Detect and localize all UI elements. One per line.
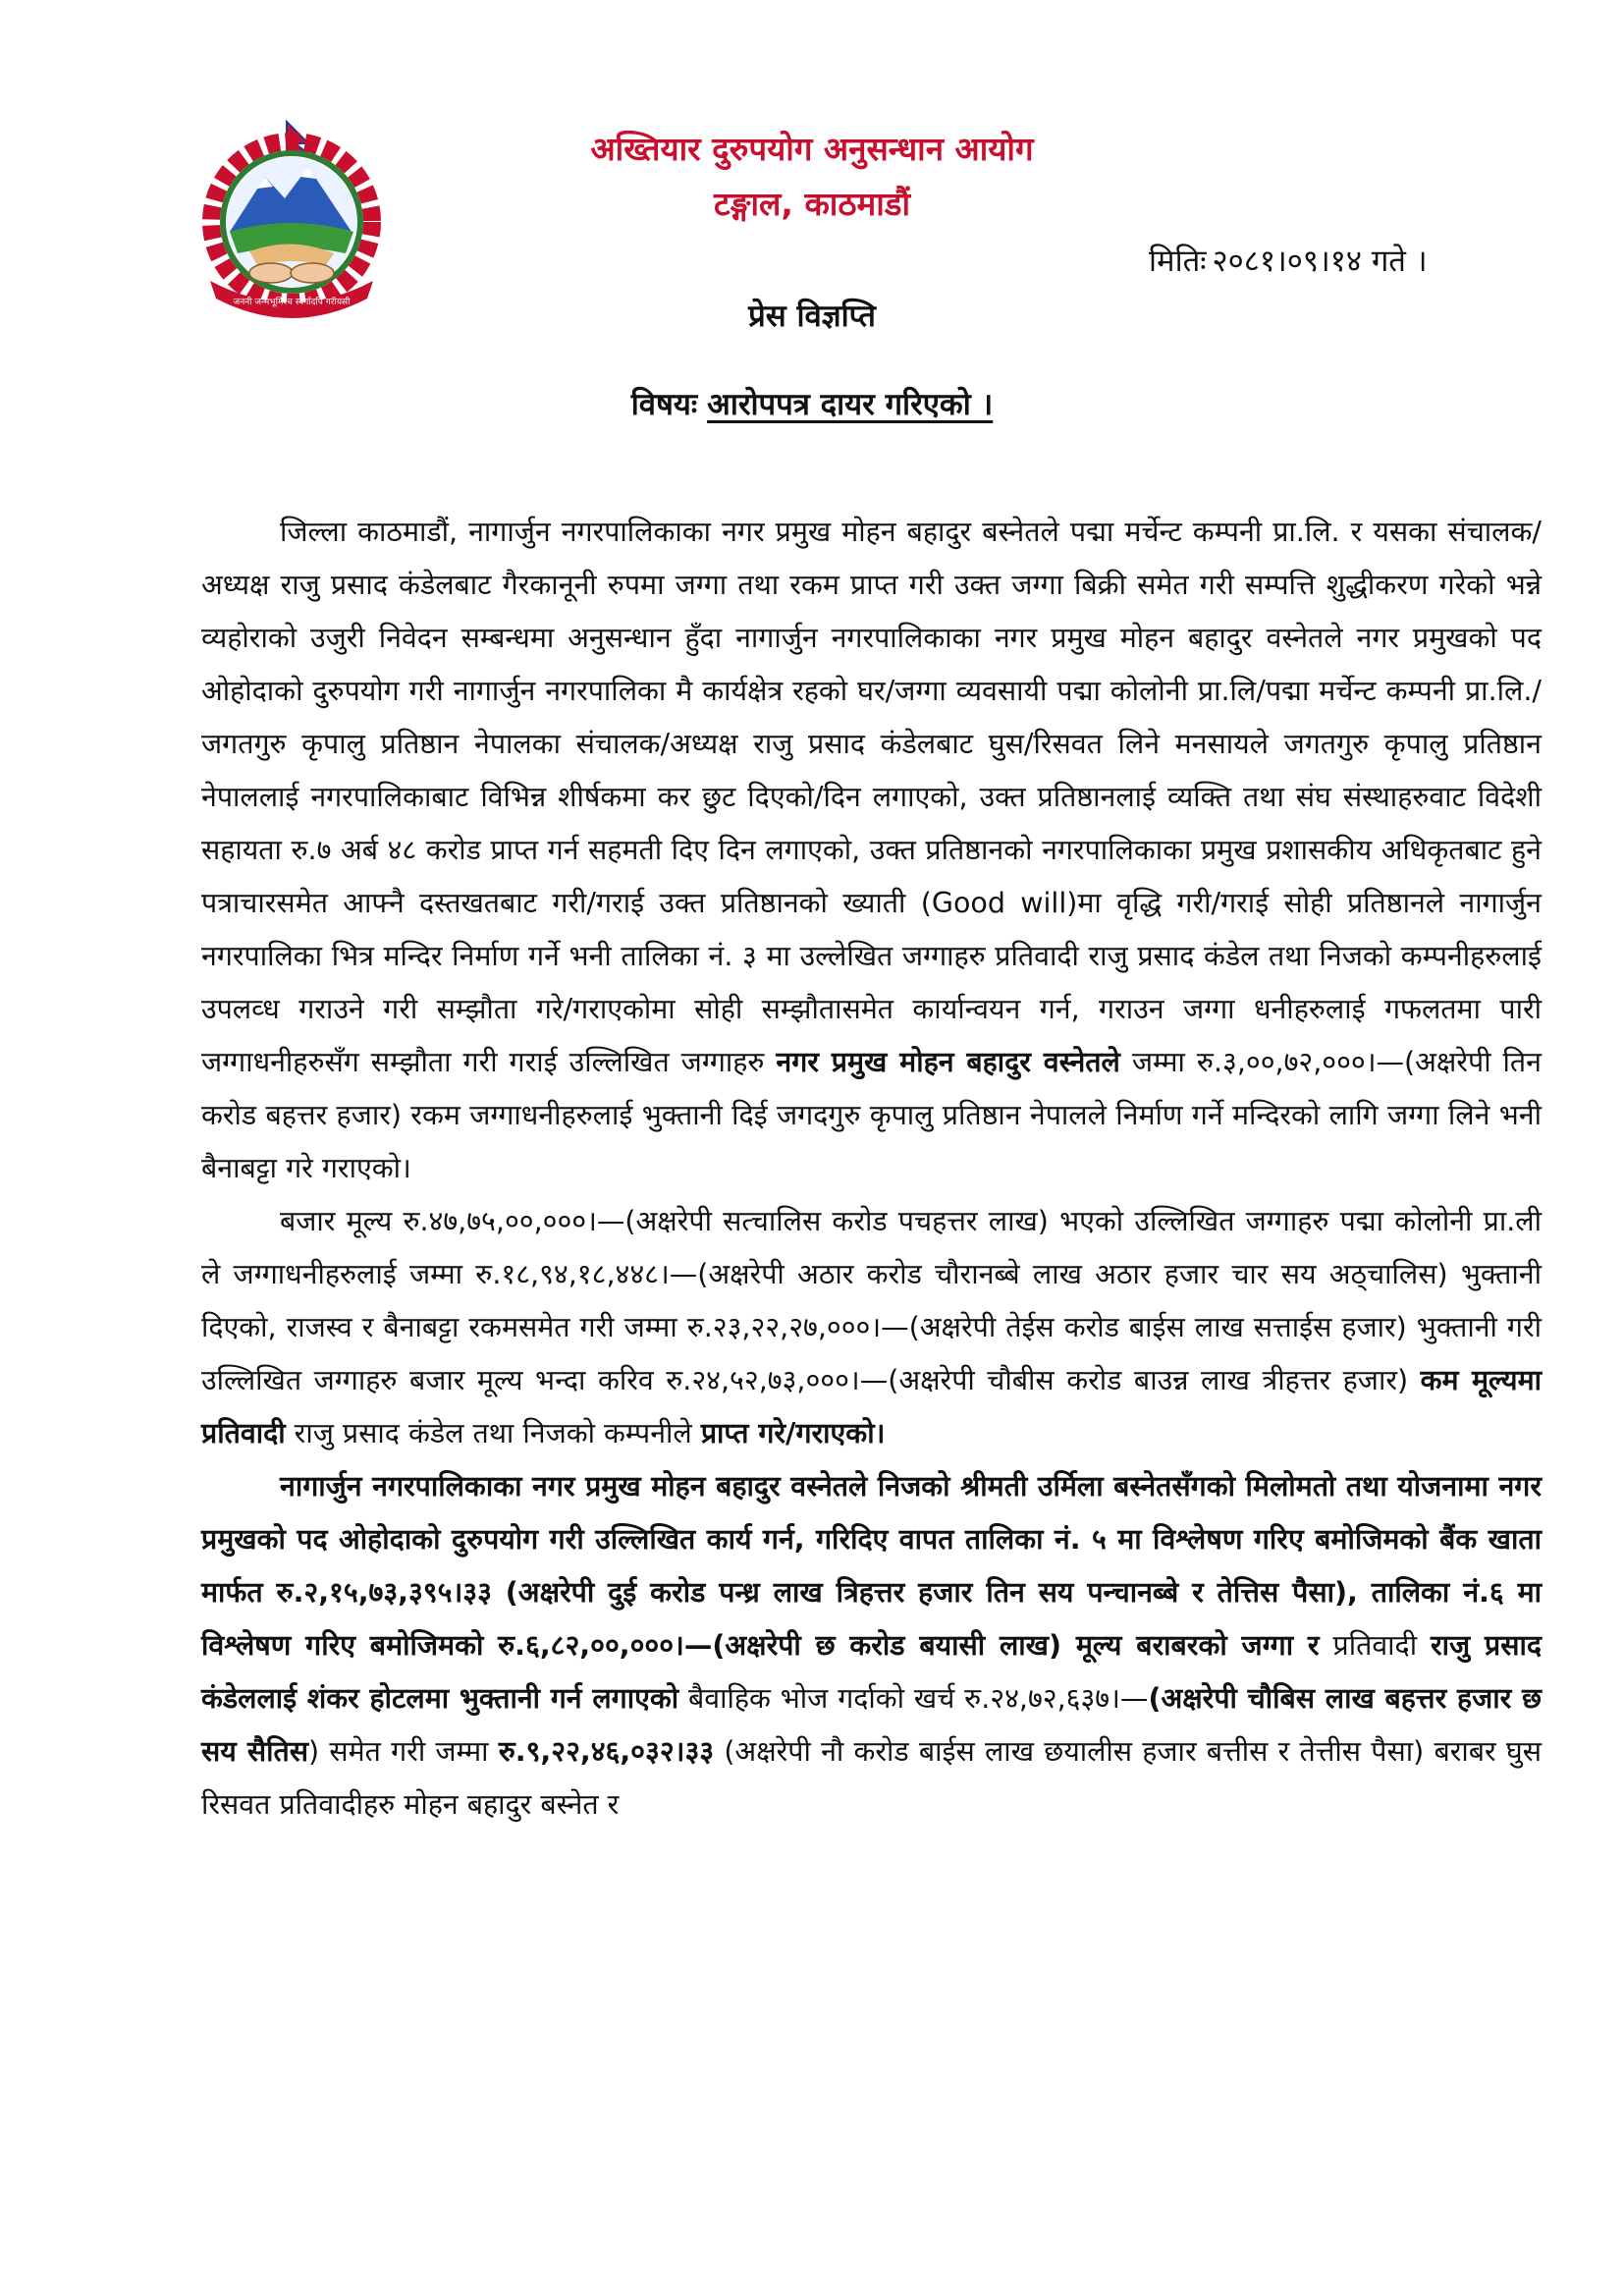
press-release-title: प्रेस विज्ञप्ति — [748, 299, 876, 334]
paragraph-3-text-defendant: प्रतिवादी — [1332, 1629, 1418, 1662]
paragraph-2-text-mid: राजु प्रसाद कंडेल तथा निजको कम्पनीले — [294, 1417, 692, 1449]
paragraph-3-bold-hotel: राजु प्रसाद कंडेललाई शंकर होटलमा भुक्तानी गर्न लगाएको — [201, 1629, 1542, 1715]
paragraph-2-bold-low-value: कम मूल्यमा प्रतिवादी — [201, 1364, 1543, 1449]
press-release-body — [201, 506, 1542, 1831]
paragraph-3-text-expense: बैवाहिक भोज गर्दाको खर्च रु.२४,७२,६३७।— — [688, 1682, 1149, 1715]
date-line — [1149, 240, 1428, 283]
subject-label: विषयः — [630, 387, 698, 422]
paragraph-3-bold-total-amount: रु.९,२२,४६,०३२।३३ — [498, 1735, 715, 1768]
date-label: मितिः — [1149, 244, 1207, 279]
paragraph-3-bold-intro: नागार्जुन नगरपालिकाका नगर प्रमुख मोहन बहादुर वस्नेतले निजको श्रीमती उर्मिला बस्नेतसँगको मिलोमतो तथा योजनामा नगर प्रमुखको पद ओहोदाको दुरुपयोग गरी उल्लिखित कार्य गर्न, गरिदिए वापत तालिका नं. ५ मा विश्लेषण गरिए बमोजिमको बैंक खाता मार्फत रु.२,१५,७३,३९५।३३ (अक्षरेपी दुई करोड पन्ध्र लाख त्रिहत्तर हजार तिन सय पन्चानब्बे र तेत्तिस पैसा), तालिका नं.६ मा विश्लेषण गरिए बमोजिमको रु.६,८२,००,०००।—(अक्षरेपी छ करोड बयासी लाख) मूल्य बराबरको जग्गा र — [201, 1470, 1542, 1662]
paragraph-1-bold-mayor: नगर प्रमुख मोहन बहादुर वस्नेतले — [776, 1046, 1120, 1078]
paragraph-1 — [201, 506, 1542, 1195]
paragraph-3 — [201, 1460, 1542, 1831]
paragraph-1-text: जिल्ला काठमाडौं, नागार्जुन नगरपालिकाका नगर प्रमुख मोहन बहादुर बस्नेतले पद्मा मर्चेन्ट कम्पनी प्रा.लि. र यसका संचालक/अध्यक्ष राजु प्रसाद कंडेलबाट गैरकानूनी रुपमा जग्गा तथा रकम प्राप्त गरी उक्त जग्गा बिक्री समेत गरी सम्पत्ति शुद्धीकरण गरेको भन्ने व्यहोराको उजुरी निवेदन सम्बन्धमा अनुसन्धान हुँदा नागार्जुन नगरपालिकाका नगर प्रमुख मोहन बहादुर वस्नेतले नगर प्रमुखको पद ओहोदाको दुरुपयोग गरी नागार्जुन नगरपालिका मै कार्यक्षेत्र रहको घर/जग्गा व्यवसायी पद्मा कोलोनी प्रा.लि/पद्मा मर्चेन्ट कम्पनी प्रा.लि./जगतगुरु कृपालु प्रतिष्ठान नेपालका संचालक/अध्यक्ष राजु प्रसाद कंडेलबाट घुस/रिसवत लिने मनसायले जगतगुरु कृपालु प्रतिष्ठान नेपाललाई नगरपालिकाबाट विभिन्न शीर्षकमा कर छुट दिएको/दिन लगाएको, उक्त प्रतिष्ठानलाई व्यक्ति तथा संघ संस्थाहरुवाट विदेशी सहायता रु.७ अर्ब ४८ करोड प्राप्त गर्न सहमती दिए दिन लगाएको, उक्त प्रतिष्ठानको नगरपालिकाका प्रमुख प्रशासकीय अधिकृतबाट हुने पत्राचारसमेत आफ्नै दस्तखतबाट गरी/गराई उक्त प्रतिष्ठानको ख्याती (Good will)मा वृद्धि गरी/गराई सोही प्रतिष्ठानले नागार्जुन नगरपालिका भित्र मन्दिर निर्माण गर्ने भनी तालिका नं. ३ मा उल्लेखित जग्गाहरु प्रतिवादी राजु प्रसाद कंडेल तथा निजको कम्पनीहरुलाई उपलव्ध गराउने गरी सम्झौता गरे/गराएकोमा सोही सम्झौतासमेत कार्यान्वयन गर्न, गराउन जग्गा धनीहरुलाई गफलतमा पारी जग्गाधनीहरुसँग सम्झौता गरी गराई उल्लिखित जग्गाहरु — [201, 516, 1542, 1078]
paragraph-2-text: बजार मूल्य रु.४७,७५,००,०००।—(अक्षरेपी सत्चालिस करोड पचहत्तर लाख) भएको उल्लिखित जग्गाहरु पद्मा कोलोनी प्रा.ली ले जग्गाधनीहरुलाई जम्मा रु.१८,९४,१८,४४८।—(अक्षरेपी अठार करोड चौरानब्बे लाख अठार हजार चार सय अठ्चालिस) भुक्तानी दिएको, राजस्व र बैनाबट्टा रकमसमेत गरी जम्मा रु.२३,२२,२७,०००।—(अक्षरेपी तेईस करोड बाईस लाख सत्ताईस हजार) भुक्तानी गरी उल्लिखित जग्गाहरु बजार मूल्य भन्दा करिव रु.२४,५२,७३,०००।—(अक्षरेपी चौबीस करोड बाउन्न लाख त्रीहत्तर हजार) — [201, 1205, 1542, 1396]
paragraph-3-text-total: ) समेत गरी जम्मा — [308, 1735, 489, 1768]
paragraph-2-bold-obtained: प्राप्त गरे/गराएको। — [700, 1417, 886, 1449]
organization-name: अख्तियार दुरुपयोग अनुसन्धान आयोग — [590, 130, 1034, 168]
paragraph-2 — [201, 1195, 1542, 1460]
subject-text: आरोपपत्र दायर गरिएको । — [707, 387, 994, 422]
paragraph-3-bold-amount-words: (अक्षरेपी चौबिस लाख बहत्तर हजार छ सय सैतिस — [201, 1682, 1543, 1768]
subject-line — [0, 383, 1624, 426]
paragraph-3-text-end: (अक्षरेपी नौ करोड बाईस लाख छयालीस हजार बत्तीस र तेत्तीस पैसा) बराबर घुस रिसवत प्रतिवादीहरु मोहन बहादुर बस्नेत र — [201, 1735, 1543, 1821]
paragraph-1-text-end: जम्मा रु.३,००,७२,०००।—(अक्षरेपी तिन करोड बहत्तर हजार) रकम जग्गाधनीहरुलाई भुक्तानी दिई जगदगुरु कृपालु प्रतिष्ठान नेपालले निर्माण गर्ने मन्दिरको लागि जग्गा लिने भनी बैनाबट्टा गरे गराएको। — [201, 1046, 1542, 1184]
organization-address: टङ्गाल, काठमाडौं — [713, 185, 910, 223]
date-value: २०८१।०९।१४ गते । — [1212, 244, 1428, 279]
svg-text:जननी जन्मभूमिश्च स्वर्गादपि गर: जननी जन्मभूमिश्च स्वर्गादपि गरीयसी — [233, 298, 351, 307]
